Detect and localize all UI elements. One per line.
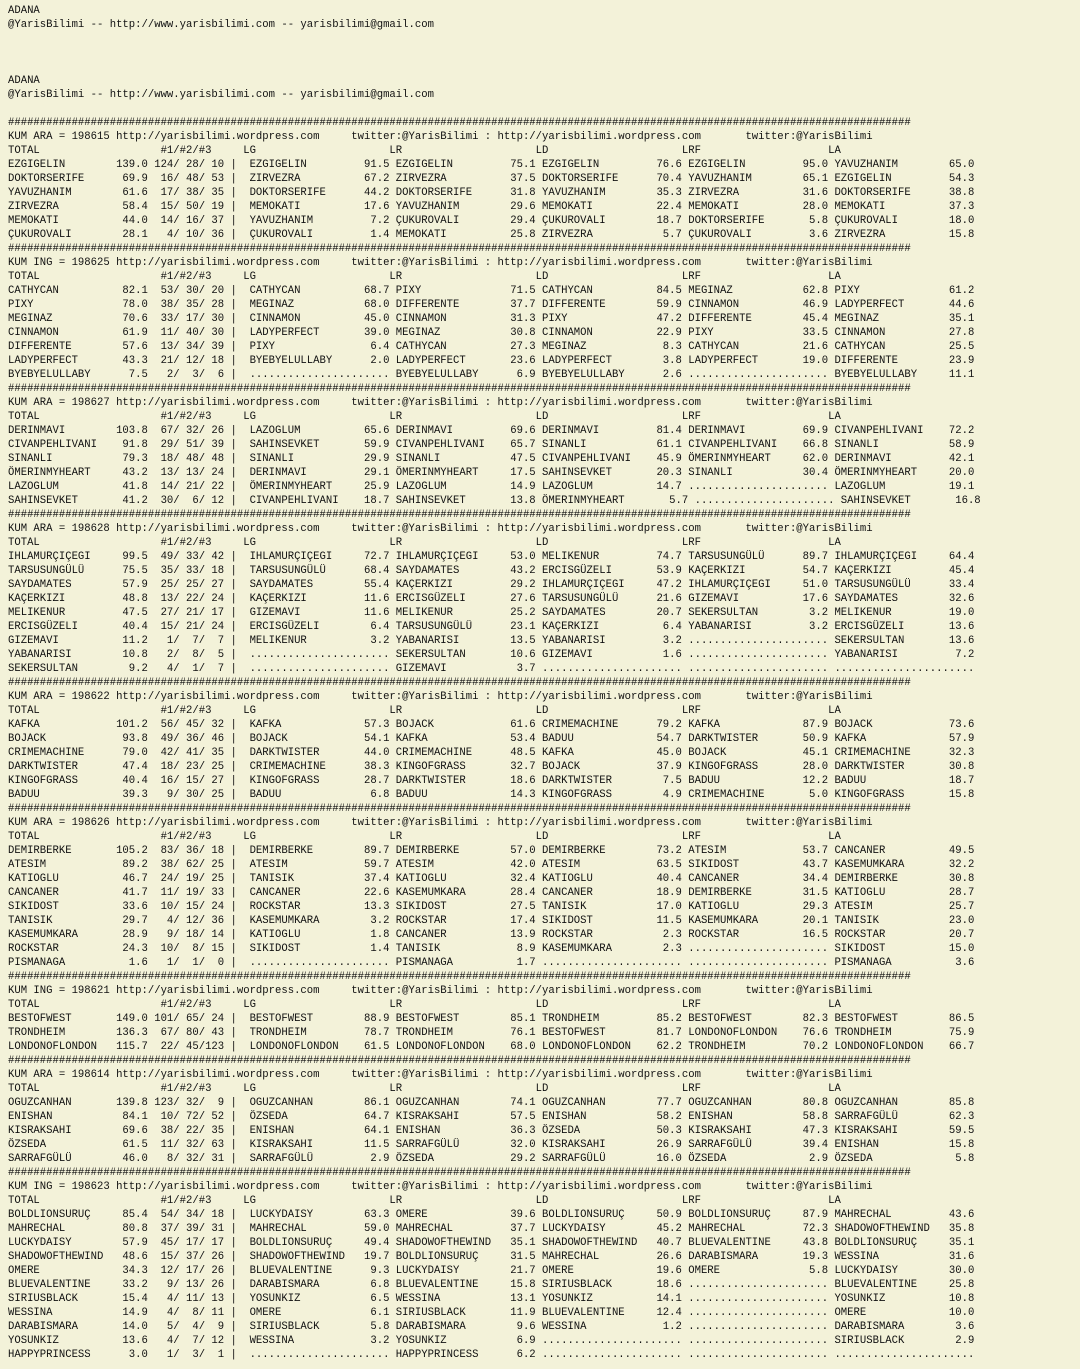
table-row: CINNAMON 61.9 11/ 40/ 30 | LADYPERFECT 39.0 MEGINAZ 30.8 CINNAMON 22.9 PIXY 33.5 CINNAMON 27.8 bbox=[8, 327, 975, 339]
table-row: KASEMUMKARA 28.9 9/ 18/ 14 | KATIOGLU 1.8 CANCANER 13.9 ROCKSTAR 2.3 ROCKSTAR 16.5 ROCKSTAR 20.7 bbox=[8, 929, 975, 941]
table-row: DARKTWISTER 47.4 18/ 23/ 25 | CRIMEMACHINE 38.3 KINGOFGRASS 32.7 BOJACK 37.9 KINGOFGRASS 28.0 DARKTWISTER 30.8 bbox=[8, 761, 975, 773]
spacer bbox=[8, 46, 1080, 60]
table-row: ENISHAN 84.1 10/ 72/ 52 | ÖZSEDA 64.7 KISRAKSAHI 57.5 ENISHAN 58.2 ENISHAN 58.8 SARRAFGÜLÜ 62.3 bbox=[8, 1111, 975, 1123]
table-row: CIVANPEHLIVANI 91.8 29/ 51/ 39 | SAHINSEVKET 59.9 CIVANPEHLIVANI 65.7 SINANLI 61.1 CIVANPEHLIVANI 66.8 SINANLI 58.9 bbox=[8, 439, 975, 451]
table-row: BADUU 39.3 9/ 30/ 25 | BADUU 6.8 BADUU 14.3 KINGOFGRASS 4.9 CRIMEMACHINE 5.0 KINGOFGRASS 15.8 bbox=[8, 789, 975, 801]
table-row: KATIOGLU 46.7 24/ 19/ 25 | TANISIK 37.4 KATIOGLU 32.4 KATIOGLU 40.4 CANCANER 34.4 DEMIRBERKE 30.8 bbox=[8, 873, 975, 885]
spacer bbox=[8, 102, 1080, 116]
table-row: SAYDAMATES 57.9 25/ 25/ 27 | SAYDAMATES 55.4 KAÇERKIZI 29.2 IHLAMURÇIÇEGI 47.2 IHLAMURÇIÇEGI 51.0 TARSUSUNGÜLÜ 33.4 bbox=[8, 579, 975, 591]
table-row: BESTOFWEST 149.0 101/ 65/ 24 | BESTOFWEST 88.9 BESTOFWEST 85.1 TRONDHEIM 85.2 BESTOFWEST 82.3 BESTOFWEST 86.5 bbox=[8, 1013, 975, 1025]
race-header: KUM ARA = 198627 http://yarisbilimi.wordpress.com twitter:@YarisBilimi : http://yarisbilimi.wordpress.com twitter:@YarisBilimi bbox=[8, 397, 873, 409]
table-row: IHLAMURÇIÇEGI 99.5 49/ 33/ 42 | IHLAMURÇIÇEGI 72.7 IHLAMURÇIÇEGI 53.0 MELIKENUR 74.7 TARSUSUNGÜLÜ 89.7 IHLAMURÇIÇEGI 64.4 bbox=[8, 551, 975, 563]
spacer bbox=[8, 60, 1080, 74]
race-block bbox=[8, 382, 1080, 508]
table-row: DEMIRBERKE 105.2 83/ 36/ 18 | DEMIRBERKE 89.7 DEMIRBERKE 57.0 DEMIRBERKE 73.2 ATESIM 53.7 CANCANER 49.5 bbox=[8, 845, 975, 857]
page-title-repeat: ADANA bbox=[8, 75, 40, 87]
table-row: SIRIUSBLACK 15.4 4/ 11/ 13 | YOSUNKIZ 6.5 WESSINA 13.1 YOSUNKIZ 14.1 ...................... YOSUNKIZ 10.8 bbox=[8, 1293, 975, 1305]
table-row: MAHRECHAL 80.8 37/ 39/ 31 | MAHRECHAL 59.0 MAHRECHAL 37.7 LUCKYDAISY 45.2 MAHRECHAL 72.3 SHADOWOFTHEWIND 35.8 bbox=[8, 1223, 975, 1235]
separator-line: ############################################################################################################################################## bbox=[8, 383, 911, 395]
column-headers: TOTAL #1/#2/#3 LG LR LD LRF LA bbox=[8, 705, 841, 717]
table-row: LUCKYDAISY 57.9 45/ 17/ 17 | BOLDLIONSURUÇ 49.4 SHADOWOFTHEWIND 35.1 SHADOWOFTHEWIND 40.7 BLUEVALENTINE 43.8 BOLDLIONSURUÇ 35.1 bbox=[8, 1237, 975, 1249]
column-headers: TOTAL #1/#2/#3 LG LR LD LRF LA bbox=[8, 537, 841, 549]
column-headers: TOTAL #1/#2/#3 LG LR LD LRF LA bbox=[8, 831, 841, 843]
race-header: KUM ARA = 198615 http://yarisbilimi.wordpress.com twitter:@YarisBilimi : http://yarisbilimi.wordpress.com twitter:@YarisBilimi bbox=[8, 131, 873, 143]
separator-line: ############################################################################################################################################## bbox=[8, 117, 911, 129]
table-row: YAVUZHANIM 61.6 17/ 38/ 35 | DOKTORSERIFE 44.2 DOKTORSERIFE 31.8 YAVUZHANIM 35.3 ZIRVEZRA 31.6 DOKTORSERIFE 38.8 bbox=[8, 187, 975, 199]
race-header: KUM ARA = 198614 http://yarisbilimi.wordpress.com twitter:@YarisBilimi : http://yarisbilimi.wordpress.com twitter:@YarisBilimi bbox=[8, 1069, 873, 1081]
table-row: KISRAKSAHI 69.6 38/ 22/ 35 | ENISHAN 64.1 ENISHAN 36.3 ÖZSEDA 50.3 KISRAKSAHI 47.3 KISRAKSAHI 59.5 bbox=[8, 1125, 975, 1137]
table-row: ROCKSTAR 24.3 10/ 8/ 15 | SIKIDOST 1.4 TANISIK 8.9 KASEMUMKARA 2.3 ...................... SIKIDOST 15.0 bbox=[8, 943, 975, 955]
race-block bbox=[8, 508, 1080, 676]
table-row: ÇUKUROVALI 28.1 4/ 10/ 36 | ÇUKUROVALI 1.4 MEMOKATI 25.8 ZIRVEZRA 5.7 ÇUKUROVALI 3.6 ZIRVEZRA 15.8 bbox=[8, 229, 975, 241]
table-row: YOSUNKIZ 13.6 4/ 7/ 12 | WESSINA 3.2 YOSUNKIZ 6.9 ...................... ...................... SIRIUSBLACK 2.9 bbox=[8, 1335, 975, 1347]
race-block bbox=[8, 116, 1080, 242]
table-row: CRIMEMACHINE 79.0 42/ 41/ 35 | DARKTWISTER 44.0 CRIMEMACHINE 48.5 KAFKA 45.0 BOJACK 45.1 CRIMEMACHINE 32.3 bbox=[8, 747, 975, 759]
table-row: ERCISGÜZELI 40.4 15/ 21/ 24 | ERCISGÜZELI 6.4 TARSUSUNGÜLÜ 23.1 KAÇERKIZI 6.4 YABANARISI 3.2 ERCISGÜZELI 13.6 bbox=[8, 621, 975, 633]
race-header: KUM ARA = 198622 http://yarisbilimi.wordpress.com twitter:@YarisBilimi : http://yarisbilimi.wordpress.com twitter:@YarisBilimi bbox=[8, 691, 873, 703]
column-headers: TOTAL #1/#2/#3 LG LR LD LRF LA bbox=[8, 1195, 841, 1207]
race-header: KUM ING = 198621 http://yarisbilimi.wordpress.com twitter:@YarisBilimi : http://yarisbilimi.wordpress.com twitter:@YarisBilimi bbox=[8, 985, 873, 997]
race-block bbox=[8, 676, 1080, 802]
spacer bbox=[8, 32, 1080, 46]
race-block bbox=[8, 1054, 1080, 1166]
race-block bbox=[8, 802, 1080, 970]
table-row: HAPPYPRINCESS 3.0 1/ 3/ 1 | ...................... HAPPYPRINCESS 6.2 ...................... ...................... ...................... bbox=[8, 1349, 975, 1361]
race-header: KUM ARA = 198628 http://yarisbilimi.wordpress.com twitter:@YarisBilimi : http://yarisbilimi.wordpress.com twitter:@YarisBilimi bbox=[8, 523, 873, 535]
table-row: DERINMAVI 103.8 67/ 32/ 26 | LAZOGLUM 65.6 DERINMAVI 69.6 DERINMAVI 81.4 DERINMAVI 69.9 CIVANPEHLIVANI 72.2 bbox=[8, 425, 975, 437]
table-row: KINGOFGRASS 40.4 16/ 15/ 27 | KINGOFGRASS 28.7 DARKTWISTER 18.6 DARKTWISTER 7.5 BADUU 12.2 BADUU 18.7 bbox=[8, 775, 975, 787]
table-row: ZIRVEZRA 58.4 15/ 50/ 19 | MEMOKATI 17.6 YAVUZHANIM 29.6 MEMOKATI 22.4 MEMOKATI 28.0 MEMOKATI 37.3 bbox=[8, 201, 975, 213]
race-block bbox=[8, 242, 1080, 382]
separator-line: ############################################################################################################################################## bbox=[8, 803, 911, 815]
table-row: SAHINSEVKET 41.2 30/ 6/ 12 | CIVANPEHLIVANI 18.7 SAHINSEVKET 13.8 ÖMERINMYHEART 5.7 ...................... SAHINSEVKET 16.8 bbox=[8, 495, 981, 507]
table-row: TARSUSUNGÜLÜ 75.5 35/ 33/ 18 | TARSUSUNGÜLÜ 68.4 SAYDAMATES 43.2 ERCISGÜZELI 53.9 KAÇERKIZI 54.7 KAÇERKIZI 45.4 bbox=[8, 565, 975, 577]
separator-line: ############################################################################################################################################## bbox=[8, 1167, 911, 1179]
table-row: CATHYCAN 82.1 53/ 30/ 20 | CATHYCAN 68.7 PIXY 71.5 CATHYCAN 84.5 MEGINAZ 62.8 PIXY 61.2 bbox=[8, 285, 975, 297]
table-row: PISMANAGA 1.6 1/ 1/ 0 | ...................... PISMANAGA 1.7 ...................... ...................... PISMANAGA 3.6 bbox=[8, 957, 975, 969]
page-title: ADANA bbox=[8, 5, 40, 17]
table-row: PIXY 78.0 38/ 35/ 28 | MEGINAZ 68.0 DIFFERENTE 37.7 DIFFERENTE 59.9 CINNAMON 46.9 LADYPERFECT 44.6 bbox=[8, 299, 975, 311]
column-headers: TOTAL #1/#2/#3 LG LR LD LRF LA bbox=[8, 999, 841, 1011]
table-row: BLUEVALENTINE 33.2 9/ 13/ 26 | DARABISMARA 6.8 BLUEVALENTINE 15.8 SIRIUSBLACK 18.6 ...................... BLUEVALENTINE 25.8 bbox=[8, 1279, 975, 1291]
table-row: BOJACK 93.8 49/ 36/ 46 | BOJACK 54.1 KAFKA 53.4 BADUU 54.7 DARKTWISTER 50.9 KAFKA 57.9 bbox=[8, 733, 975, 745]
table-row: KAÇERKIZI 48.8 13/ 22/ 24 | KAÇERKIZI 11.6 ERCISGÜZELI 27.6 TARSUSUNGÜLÜ 21.6 GIZEMAVI 17.6 SAYDAMATES 32.6 bbox=[8, 593, 975, 605]
table-row: DOKTORSERIFE 69.9 16/ 48/ 53 | ZIRVEZRA 67.2 ZIRVEZRA 37.5 DOKTORSERIFE 70.4 YAVUZHANIM 65.1 EZGIGELIN 54.3 bbox=[8, 173, 975, 185]
table-row: LONDONOFLONDON 115.7 22/ 45/123 | LONDONOFLONDON 61.5 LONDONOFLONDON 68.0 LONDONOFLONDON 62.2 TRONDHEIM 70.2 LONDONOFLONDON 66.7 bbox=[8, 1041, 975, 1053]
table-row: ÖMERINMYHEART 43.2 13/ 13/ 24 | DERINMAVI 29.1 ÖMERINMYHEART 17.5 SAHINSEVKET 20.3 SINANLI 30.4 ÖMERINMYHEART 20.0 bbox=[8, 467, 975, 479]
race-block bbox=[8, 1166, 1080, 1362]
table-row: YABANARISI 10.8 2/ 8/ 5 | ...................... SEKERSULTAN 10.6 GIZEMAVI 1.6 ...................... YABANARISI 7.2 bbox=[8, 649, 975, 661]
table-row: MELIKENUR 47.5 27/ 21/ 17 | GIZEMAVI 11.6 MELIKENUR 25.2 SAYDAMATES 20.7 SEKERSULTAN 3.2 MELIKENUR 19.0 bbox=[8, 607, 975, 619]
race-header: KUM ING = 198625 http://yarisbilimi.wordpress.com twitter:@YarisBilimi : http://yarisbilimi.wordpress.com twitter:@YarisBilimi bbox=[8, 257, 873, 269]
race-tables bbox=[8, 116, 1080, 1362]
table-row: DIFFERENTE 57.6 13/ 34/ 39 | PIXY 6.4 CATHYCAN 27.3 MEGINAZ 8.3 CATHYCAN 21.6 CATHYCAN 25.5 bbox=[8, 341, 975, 353]
race-block bbox=[8, 970, 1080, 1054]
table-row: WESSINA 14.9 4/ 8/ 11 | OMERE 6.1 SIRIUSBLACK 11.9 BLUEVALENTINE 12.4 ...................... OMERE 10.0 bbox=[8, 1307, 975, 1319]
table-row: SIKIDOST 33.6 10/ 15/ 24 | ROCKSTAR 13.3 SIKIDOST 27.5 TANISIK 17.0 KATIOGLU 29.3 ATESIM 25.7 bbox=[8, 901, 975, 913]
table-row: SARRAFGÜLÜ 46.0 8/ 32/ 31 | SARRAFGÜLÜ 2.9 ÖZSEDA 29.2 SARRAFGÜLÜ 16.0 ÖZSEDA 2.9 ÖZSEDA 5.8 bbox=[8, 1153, 975, 1165]
table-row: LADYPERFECT 43.3 21/ 12/ 18 | BYEBYELULLABY 2.0 LADYPERFECT 23.6 LADYPERFECT 3.8 LADYPERFECT 19.0 DIFFERENTE 23.9 bbox=[8, 355, 975, 367]
table-row: TRONDHEIM 136.3 67/ 80/ 43 | TRONDHEIM 78.7 TRONDHEIM 76.1 BESTOFWEST 81.7 LONDONOFLONDON 76.6 TRONDHEIM 75.9 bbox=[8, 1027, 975, 1039]
column-headers: TOTAL #1/#2/#3 LG LR LD LRF LA bbox=[8, 145, 841, 157]
column-headers: TOTAL #1/#2/#3 LG LR LD LRF LA bbox=[8, 411, 841, 423]
table-row: CANCANER 41.7 11/ 19/ 33 | CANCANER 22.6 KASEMUMKARA 28.4 CANCANER 18.9 DEMIRBERKE 31.5 KATIOGLU 28.7 bbox=[8, 887, 975, 899]
table-row: EZGIGELIN 139.0 124/ 28/ 10 | EZGIGELIN 91.5 EZGIGELIN 75.1 EZGIGELIN 76.6 EZGIGELIN 95.0 YAVUZHANIM 65.0 bbox=[8, 159, 975, 171]
contact-line: @YarisBilimi -- http://www.yarisbilimi.com -- yarisbilimi@gmail.com bbox=[8, 19, 434, 31]
table-row: DARABISMARA 14.0 5/ 4/ 9 | SIRIUSBLACK 5.8 DARABISMARA 9.6 WESSINA 1.2 ...................... DARABISMARA 3.6 bbox=[8, 1321, 975, 1333]
table-row: TANISIK 29.7 4/ 12/ 36 | KASEMUMKARA 3.2 ROCKSTAR 17.4 SIKIDOST 11.5 KASEMUMKARA 20.1 TANISIK 23.0 bbox=[8, 915, 975, 927]
table-row: MEGINAZ 70.6 33/ 17/ 30 | CINNAMON 45.0 CINNAMON 31.3 PIXY 47.2 DIFFERENTE 45.4 MEGINAZ 35.1 bbox=[8, 313, 975, 325]
separator-line: ############################################################################################################################################## bbox=[8, 677, 911, 689]
table-row: MEMOKATI 44.0 14/ 16/ 37 | YAVUZHANIM 7.2 ÇUKUROVALI 29.4 ÇUKUROVALI 18.7 DOKTORSERIFE 5.8 ÇUKUROVALI 18.0 bbox=[8, 215, 975, 227]
table-row: SHADOWOFTHEWIND 48.6 15/ 37/ 26 | SHADOWOFTHEWIND 19.7 BOLDLIONSURUÇ 31.5 MAHRECHAL 26.6 DARABISMARA 19.3 WESSINA 31.6 bbox=[8, 1251, 975, 1263]
table-row: OGUZCANHAN 139.8 123/ 32/ 9 | OGUZCANHAN 86.1 OGUZCANHAN 74.1 OGUZCANHAN 77.7 OGUZCANHAN 80.8 OGUZCANHAN 85.8 bbox=[8, 1097, 975, 1109]
table-row: GIZEMAVI 11.2 1/ 7/ 7 | MELIKENUR 3.2 YABANARISI 13.5 YABANARISI 3.2 ...................... SEKERSULTAN 13.6 bbox=[8, 635, 975, 647]
race-header: KUM ING = 198623 http://yarisbilimi.wordpress.com twitter:@YarisBilimi : http://yarisbilimi.wordpress.com twitter:@YarisBilimi bbox=[8, 1181, 873, 1193]
column-headers: TOTAL #1/#2/#3 LG LR LD LRF LA bbox=[8, 271, 841, 283]
table-row: ATESIM 89.2 38/ 62/ 25 | ATESIM 59.7 ATESIM 42.0 ATESIM 63.5 SIKIDOST 43.7 KASEMUMKARA 32.2 bbox=[8, 859, 975, 871]
table-row: ÖZSEDA 61.5 11/ 32/ 63 | KISRAKSAHI 11.5 SARRAFGÜLÜ 32.0 KISRAKSAHI 26.9 SARRAFGÜLÜ 39.4 ENISHAN 15.8 bbox=[8, 1139, 975, 1151]
contact-line-repeat: @YarisBilimi -- http://www.yarisbilimi.com -- yarisbilimi@gmail.com bbox=[8, 89, 434, 101]
table-row: OMERE 34.3 12/ 17/ 26 | BLUEVALENTINE 9.3 LUCKYDAISY 21.7 OMERE 19.6 OMERE 5.8 LUCKYDAISY 30.0 bbox=[8, 1265, 975, 1277]
separator-line: ############################################################################################################################################## bbox=[8, 243, 911, 255]
table-row: BYEBYELULLABY 7.5 2/ 3/ 6 | ...................... BYEBYELULLABY 6.9 BYEBYELULLABY 2.6 ...................... BYEBYELULLABY 11.1 bbox=[8, 369, 975, 381]
column-headers: TOTAL #1/#2/#3 LG LR LD LRF LA bbox=[8, 1083, 841, 1095]
race-header: KUM ARA = 198626 http://yarisbilimi.wordpress.com twitter:@YarisBilimi : http://yarisbilimi.wordpress.com twitter:@YarisBilimi bbox=[8, 817, 873, 829]
table-row: KAFKA 101.2 56/ 45/ 32 | KAFKA 57.3 BOJACK 61.6 CRIMEMACHINE 79.2 KAFKA 87.9 BOJACK 73.6 bbox=[8, 719, 975, 731]
separator-line: ############################################################################################################################################## bbox=[8, 1055, 911, 1067]
table-row: SEKERSULTAN 9.2 4/ 1/ 7 | ...................... GIZEMAVI 3.7 ...................... ...................... ...................... bbox=[8, 663, 975, 675]
separator-line: ############################################################################################################################################## bbox=[8, 509, 911, 521]
table-row: LAZOGLUM 41.8 14/ 21/ 22 | ÖMERINMYHEART 25.9 LAZOGLUM 14.9 LAZOGLUM 14.7 ...................... LAZOGLUM 19.1 bbox=[8, 481, 975, 493]
separator-line: ############################################################################################################################################## bbox=[8, 971, 911, 983]
table-row: SINANLI 79.3 18/ 48/ 48 | SINANLI 29.9 SINANLI 47.5 CIVANPEHLIVANI 45.9 ÖMERINMYHEART 62.0 DERINMAVI 42.1 bbox=[8, 453, 975, 465]
table-row: BOLDLIONSURUÇ 85.4 54/ 34/ 18 | LUCKYDAISY 63.3 OMERE 39.6 BOLDLIONSURUÇ 50.9 BOLDLIONSURUÇ 87.9 MAHRECHAL 43.6 bbox=[8, 1209, 975, 1221]
